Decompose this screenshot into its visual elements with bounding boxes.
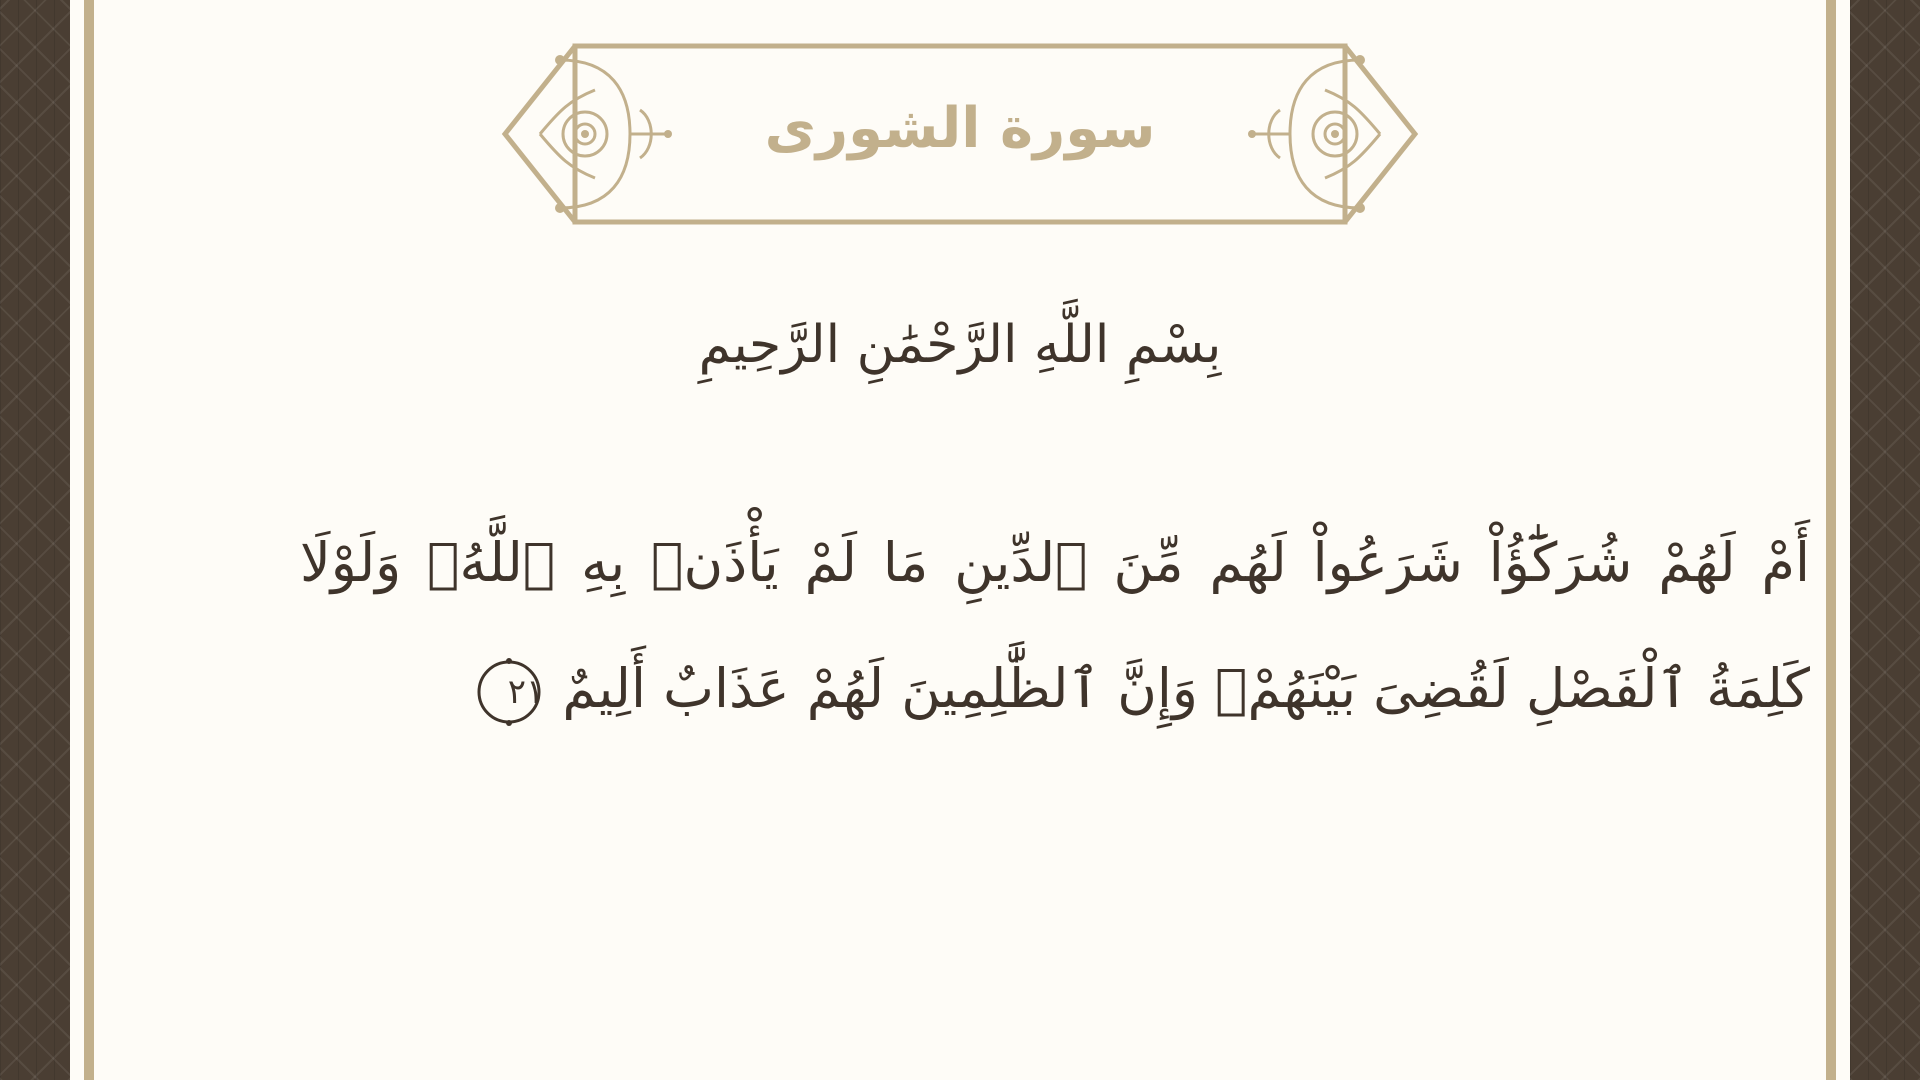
right-ornamental-border bbox=[1850, 0, 1920, 1080]
verse-text bbox=[300, 500, 1810, 752]
basmala: بِسْمِ اللَّهِ الرَّحْمَٰنِ الرَّحِيمِ bbox=[698, 315, 1222, 375]
right-gold-rule bbox=[1826, 0, 1836, 1080]
left-ornamental-border bbox=[0, 0, 70, 1080]
verse-line-1: أَمْ لَهُمْ شُرَكَٰٓؤُاْ شَرَعُواْ لَهُم مِّنَ ٱلدِّينِ مَا لَمْ يَأْذَنۢ بِهِ ٱللَّهُۚ وَلَوْلَا bbox=[300, 531, 1810, 594]
verse-line-2 bbox=[300, 626, 1810, 752]
verse-number: ٢١ bbox=[507, 672, 545, 713]
verse-line-2-text: كَلِمَةُ ٱلْفَصْلِ لَقُضِىَ بَيْنَهُمْۗ وَإِنَّ ٱلظَّٰلِمِينَ لَهُمْ عَذَابٌ أَلِيمٌ bbox=[562, 657, 1810, 720]
left-gold-rule bbox=[84, 0, 94, 1080]
surah-title: سورة الشورى bbox=[764, 96, 1156, 161]
verse-number-marker bbox=[474, 657, 544, 727]
surah-title-frame bbox=[500, 40, 1420, 230]
